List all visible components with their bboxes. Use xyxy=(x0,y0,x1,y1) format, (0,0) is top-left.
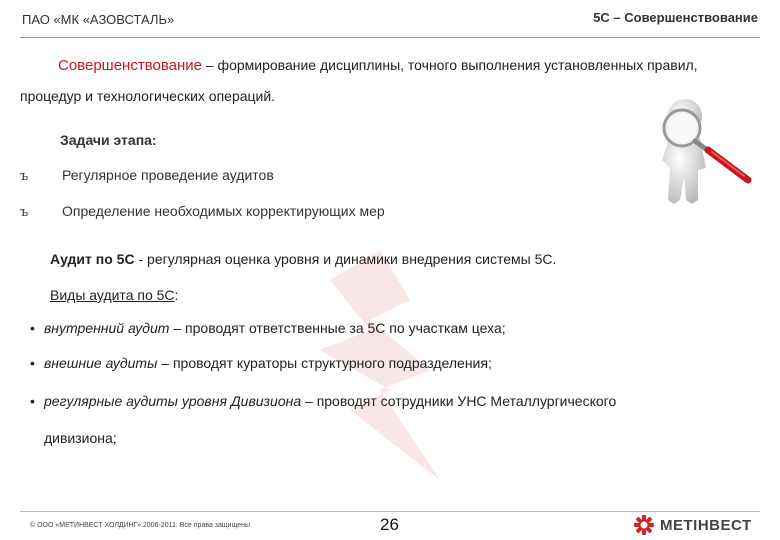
task-marker: ъ xyxy=(20,169,29,184)
person-magnifier-icon xyxy=(640,88,760,218)
footer-divider xyxy=(20,511,760,512)
metinvest-logo-icon xyxy=(634,515,654,535)
bullet-icon: • xyxy=(30,393,35,409)
footer-copyright: © ООО «МЕТИНВЕСТ ХОЛДИНГ» 2006-2011. Все права защищены xyxy=(30,522,251,529)
slide-title: 5С – Совершенствование xyxy=(593,10,758,25)
audit-types-title-text: Виды аудита по 5С xyxy=(50,287,175,303)
audit-type-item xyxy=(30,393,616,409)
task-item xyxy=(20,203,385,220)
definition-term: Совершенствование xyxy=(58,57,202,74)
footer-logo xyxy=(634,515,752,535)
task-marker: ъ xyxy=(20,205,29,220)
audit-term: Аудит по 5С xyxy=(50,251,135,267)
task-item xyxy=(20,167,274,184)
audit-type-text: – проводят сотрудники УНС Металлургического xyxy=(301,393,617,409)
audit-type-text: – проводят ответственные за 5С по участкам цеха; xyxy=(169,320,506,336)
bullet-icon: • xyxy=(30,355,35,371)
logo-text: МЕТІНВЕСТ xyxy=(660,516,752,534)
company-name: ПАО «МК «АЗОВСТАЛЬ» xyxy=(22,12,175,27)
audit-type-term: регулярные аудиты уровня Дивизиона xyxy=(44,393,302,409)
audit-type-term: внутренний аудит xyxy=(44,320,170,336)
audit-type-item xyxy=(30,355,492,371)
page-number: 26 xyxy=(380,515,399,534)
task-label: Регулярное проведение аудитов xyxy=(62,167,274,183)
bullet-icon: • xyxy=(30,320,35,336)
definition-text: – формирование дисциплины, точного выполнения установленных правил, процедур и технологических операций. xyxy=(20,57,698,104)
audit-text: - регулярная оценка уровня и динамики внедрения системы 5С. xyxy=(134,251,557,267)
tasks-title: Задачи этапа: xyxy=(60,132,157,148)
audit-type-continuation: дивизиона; xyxy=(44,430,117,446)
audit-definition xyxy=(50,251,556,267)
audit-types-title xyxy=(50,287,178,303)
audit-type-item xyxy=(30,320,506,336)
audit-type-text: – проводят кураторы структурного подразделения; xyxy=(157,355,492,371)
audit-types-title-suffix: : xyxy=(174,287,179,303)
header-divider xyxy=(20,37,760,38)
task-label: Определение необходимых корректирующих мер xyxy=(62,203,385,219)
audit-type-term: внешние аудиты xyxy=(44,355,158,371)
